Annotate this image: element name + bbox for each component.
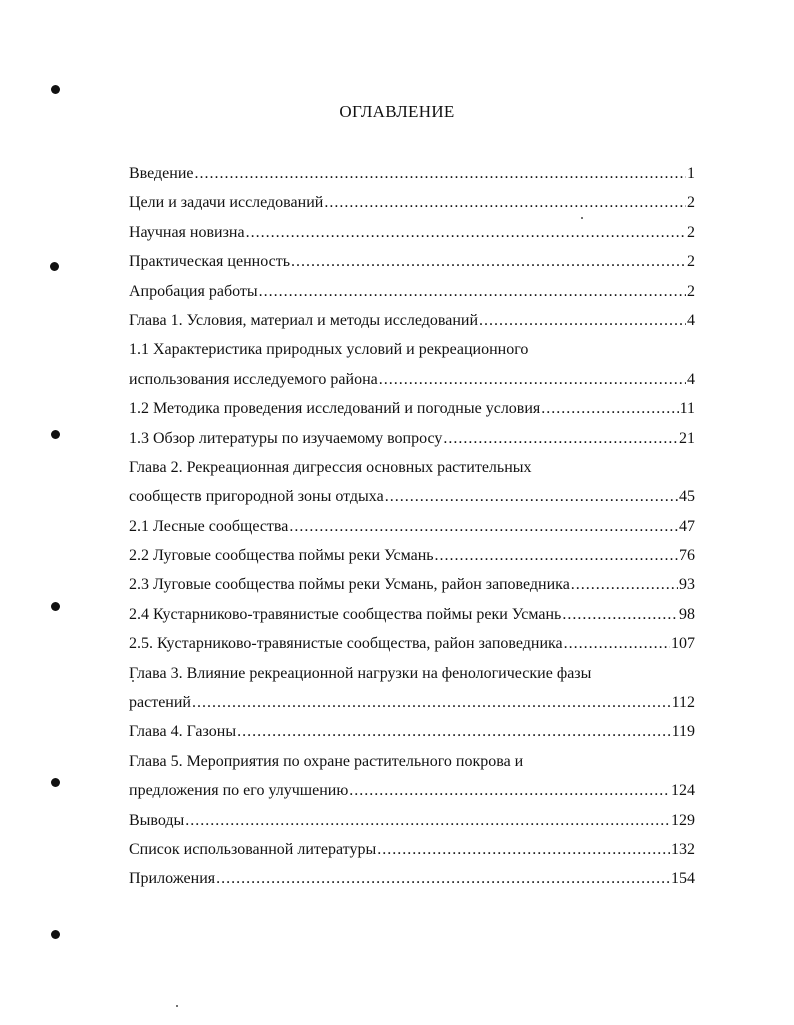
dot-leader [562,600,678,629]
toc-entry-title: 2.1 Лесные сообщества [129,517,289,535]
dot-leader [571,570,678,599]
toc-entry-title: 2.4 Кустарниково-травянистые сообщества поймы реки Усмань [129,605,562,623]
toc-entry-title: использования исследуемого района [129,370,378,388]
toc-entry [129,806,695,835]
toc-entry [129,424,695,453]
toc-entry-page: 45 [679,488,695,506]
toc-entry [129,835,695,864]
toc-entry-page: 2 [687,223,695,241]
toc-entry-title: Глава 4. Газоны [129,723,237,741]
binder-hole-mark [51,778,60,787]
toc-entry-title: 2.3 Луговые сообщества поймы реки Усмань, район заповедника [129,576,570,594]
toc-entry-page: 154 [671,870,695,888]
toc-entry-page: 2 [687,282,695,300]
toc-entry [129,864,695,893]
dot-leader [291,247,686,276]
binder-hole-mark [51,930,60,939]
toc-entry-page: 76 [679,547,695,565]
toc-entry [129,394,695,423]
toc-entry-page: 1 [687,165,695,182]
toc-entry-page: 129 [671,811,695,829]
toc-entry-page: 124 [671,782,695,800]
toc-entry [129,717,695,746]
toc-entry-title: предложения по его улучшению [129,782,349,800]
toc-entry-title: Практическая ценность [129,253,290,271]
binder-hole-mark [51,85,60,94]
dot-leader [195,159,687,188]
toc-entry [129,776,695,805]
toc-entry-page: 4 [687,370,695,388]
toc-entry [129,218,695,247]
binder-hole-mark [50,262,59,271]
toc-entry-page: 98 [679,605,695,623]
dot-leader [324,188,686,217]
toc-entry-title: 1.3 Обзор литературы по изучаемому вопросу [129,429,443,447]
dot-leader [237,717,671,746]
dot-leader [377,835,670,864]
toc-entry [129,747,695,776]
toc-entry-page: 132 [671,840,695,858]
toc-entry-title: растений [129,694,191,712]
toc-entry [129,306,695,335]
toc-entry-page: 21 [679,429,695,447]
document-title: ОГЛАВЛЕНИЕ [339,102,455,121]
toc-entry-page: 2 [687,253,695,271]
dot-leader [435,541,678,570]
dot-leader [479,306,686,335]
toc-entry-page: 4 [687,311,695,329]
toc-entry-title: Введение [129,165,194,182]
dot-leader [216,864,670,893]
toc-entry-title: Апробация работы [129,282,258,300]
toc-entry [129,159,695,188]
dot-leader [379,365,686,394]
toc-entry-title: Глава 5. Мероприятия по охране растительного покрова и [129,752,524,770]
dot-leader [289,512,678,541]
toc-entry [129,188,695,217]
toc-entry-title: Список использованной литературы [129,840,377,858]
toc-entry-page: 2 [687,194,695,212]
toc-entry-page: 107 [671,635,695,653]
toc-entry [129,570,695,599]
binder-hole-mark [51,430,60,439]
table-of-contents [129,159,695,894]
toc-entry [129,688,695,717]
toc-entry-title: Глава 2. Рекреационная дигрессия основных растительных [129,458,532,476]
dot-leader [385,482,678,511]
dot-leader [246,218,686,247]
toc-entry-title: Приложения [129,870,216,888]
toc-entry [129,453,695,482]
toc-entry [129,512,695,541]
dot-leader [185,806,670,835]
toc-entry-page: 47 [679,517,695,535]
toc-entry [129,365,695,394]
toc-entry [129,541,695,570]
toc-entry-title: 2.2 Луговые сообщества поймы реки Усмань [129,547,434,565]
toc-entry-page: 112 [671,694,695,712]
dot-leader [349,776,670,805]
toc-entry-title: Глава 1. Условия, материал и методы исследований [129,311,479,329]
binder-hole-mark [51,602,60,611]
scan-speck [176,1005,178,1007]
toc-entry-page: 93 [679,576,695,594]
toc-entry-title: 2.5. Кустарниково-травянистые сообщества, район заповедника [129,635,563,653]
dot-leader [192,688,671,717]
toc-entry-page: 11 [679,400,695,418]
toc-entry-title: Глава 3. Влияние рекреационной нагрузки на фенологические фазы [129,664,592,682]
toc-entry [129,600,695,629]
toc-entry-title: 1.1 Характеристика природных условий и рекреационного [129,341,529,359]
toc-entry [129,659,695,688]
toc-entry [129,335,695,364]
toc-entry-title: Научная новизна [129,223,245,241]
dot-leader [443,424,678,453]
toc-entry-title: Выводы [129,811,185,829]
toc-entry [129,247,695,276]
toc-entry [129,482,695,511]
toc-entry-page: 119 [671,723,695,741]
dot-leader [541,394,678,423]
dot-leader [564,629,670,658]
dot-leader [259,277,686,306]
toc-entry [129,277,695,306]
toc-entry-title: 1.2 Методика проведения исследований и погодные условия [129,400,541,418]
toc-entry-title: сообществ пригородной зоны отдыха [129,488,384,506]
toc-entry-title: Цели и задачи исследований [129,194,324,212]
toc-entry [129,629,695,658]
